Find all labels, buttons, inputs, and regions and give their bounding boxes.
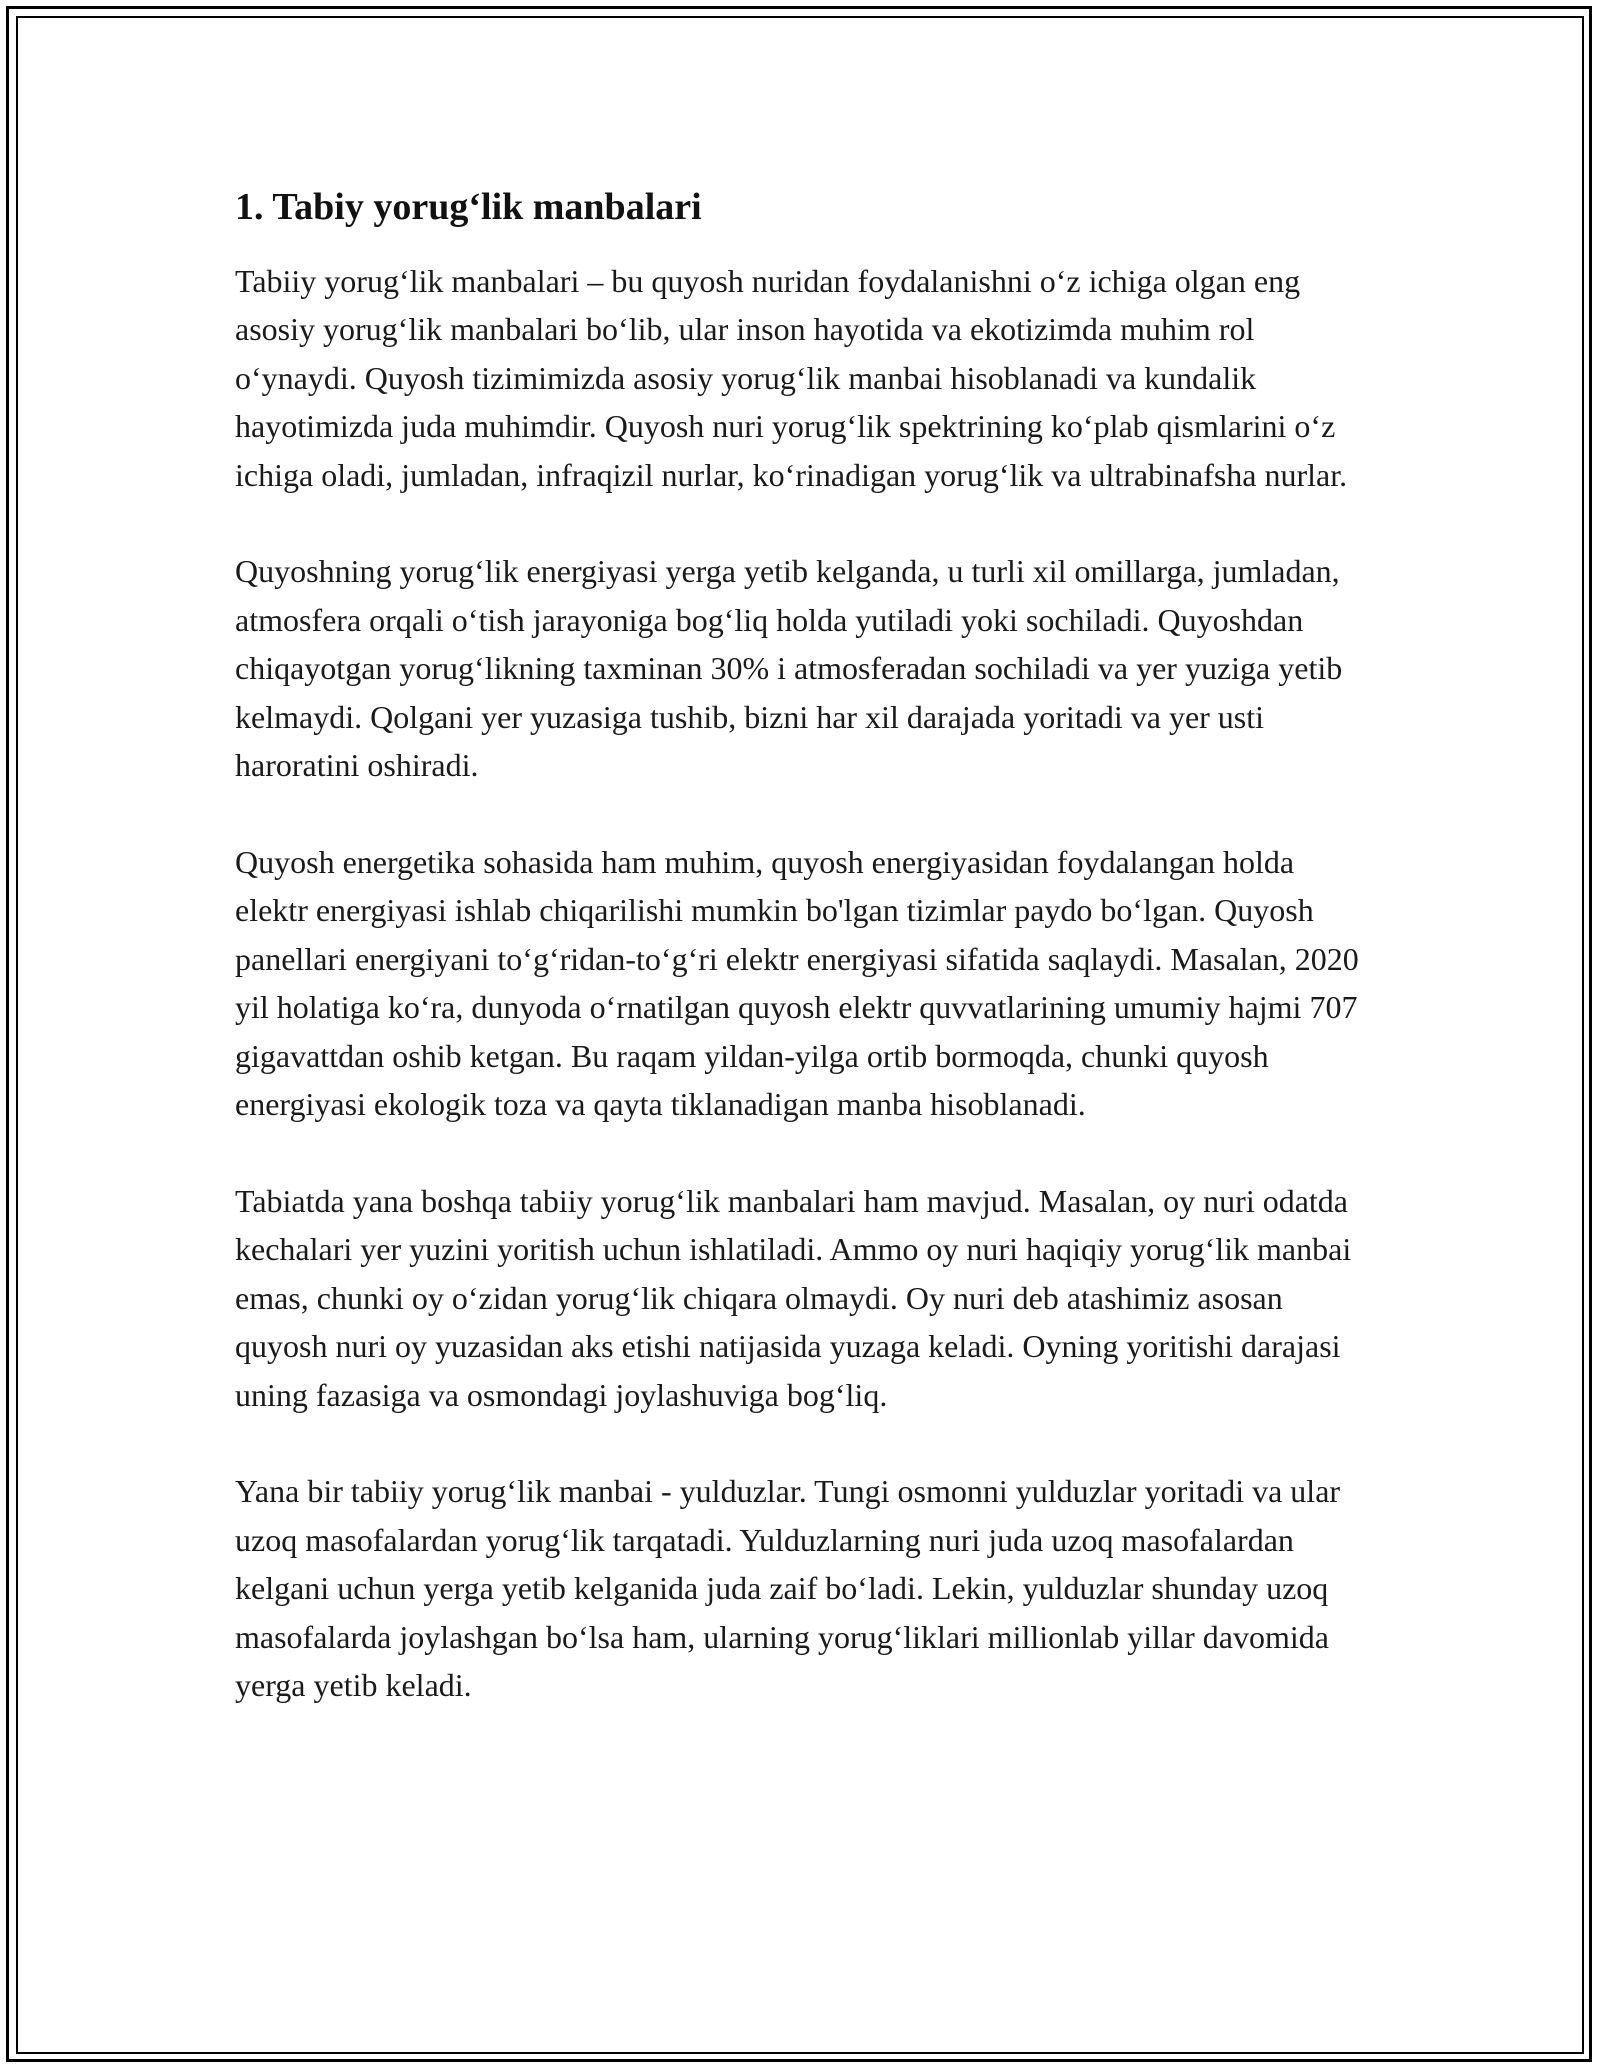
paragraph-atmosphere: Quyoshning yorug‘lik energiyasi yerga yetib kelganda, u turli xil omillarga, jumladan, atmosfera orqali o‘tish jarayoniga bog‘liq holda yutiladi yoki sochiladi. Quyoshdan chiqayotgan yorug‘likning taxminan 30% i atmosferadan sochiladi va yer yuziga yetib kelmaydi. Qolgani yer yuzasiga tushib, bizni har xil darajada yoritadi va yer usti haroratini oshiradi.	[235, 553, 1343, 784]
document-body	[235, 185, 1365, 1758]
section-title: 1. Tabiy yorug‘lik manbalari	[235, 186, 702, 228]
paragraph-moonlight: Tabiatda yana boshqa tabiiy yorug‘lik manbalari ham mavjud. Masalan, oy nuri odatda kechalari yer yuzini yoritish uchun ishlatiladi. Ammo oy nuri haqiqiy yorug‘lik manbai emas, chunki oy o‘zidan yorug‘lik chiqara olmaydi. Oy nuri deb atashimiz asosan quyosh nuri oy yuzasidan aks etishi natijasida yuzaga keladi. Oyning yoritishi darajasi uning fazasiga va osmondagi joylashuviga bog‘liq.	[235, 1182, 1352, 1413]
paragraph-solar-energy: Quyosh energetika sohasida ham muhim, quyosh energiyasidan foydalangan holda elektr energiyasi ishlab chiqarilishi mumkin bo'lgan tizimlar paydo bo‘lgan. Quyosh panellari energiyani to‘g‘ridan-to‘g‘ri elektr energiyasi sifatida saqlaydi. Masalan, 2020 yil holatiga ko‘ra, dunyoda o‘rnatilgan quyosh elektr quvvatlarining umumiy hajmi 707 gigavattdan oshib ketgan. Bu raqam yildan-yilga ortib bormoqda, chunki quyosh energiyasi ekologik toza va qayta tiklanadigan manba hisoblanadi.	[235, 843, 1359, 1123]
paragraph-sunlight-intro: Tabiiy yorug‘lik manbalari – bu quyosh nuridan foydalanishni o‘z ichiga olgan eng asosiy yorug‘lik manbalari bo‘lib, ular inson hayotida va ekotizimda muhim rol o‘ynaydi. Quyosh tizimimizda asosiy yorug‘lik manbai hisoblanadi va kundalik hayotimizda juda muhimdir. Quyosh nuri yorug‘lik spektrining ko‘plab qismlarini o‘z ichiga oladi, jumladan, infraqizil nurlar, ko‘rinadigan yorug‘lik va ultrabinafsha nurlar.	[235, 262, 1348, 493]
paragraph-stars: Yana bir tabiiy yorug‘lik manbai - yulduzlar. Tungi osmonni yulduzlar yoritadi va ular uzoq masofalardan yorug‘lik tarqatadi. Yulduzlarning nuri juda uzoq masofalardan kelgani uchun yerga yetib kelganida juda zaif bo‘ladi. Lekin, yulduzlar shunday uzoq masofalarda joylashgan bo‘lsa ham, ularning yorug‘liklari millionlab yillar davomida yerga yetib keladi.	[235, 1473, 1341, 1704]
